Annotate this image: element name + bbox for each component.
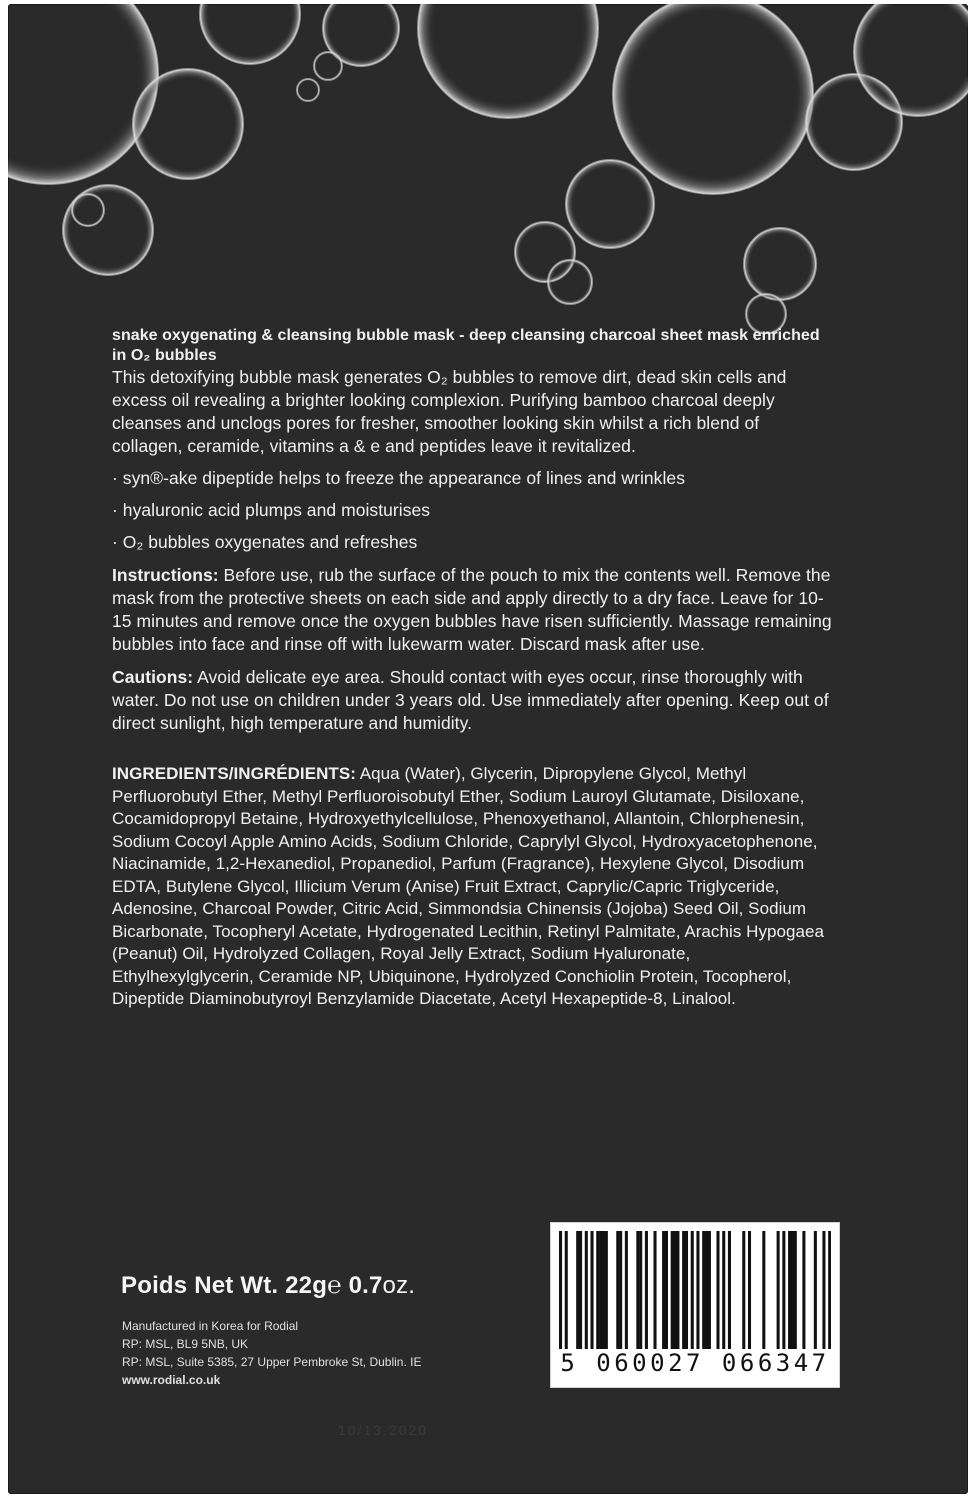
- barcode-bar: [782, 1231, 785, 1349]
- barcode-bar: [705, 1231, 708, 1349]
- barcode-bar: [691, 1231, 694, 1349]
- barcode-bar: [728, 1231, 731, 1349]
- barcode-bar: [676, 1231, 679, 1349]
- responsible-person-uk: RP: MSL, BL9 5NB, UK: [122, 1337, 249, 1351]
- website-link[interactable]: www.rodial.co.uk: [122, 1373, 221, 1387]
- barcode-bar: [616, 1231, 619, 1349]
- barcode-bar: [696, 1231, 699, 1349]
- bubble: [418, 4, 598, 118]
- instructions-text: Before use, rub the surface of the pouch to mix the contents well. Remove the mask from the protective sheets on each side and apply directly to a dry face. Leave for 10-15 minutes and remove once the oxygen bubbles have risen sufficiently. Massage remaining bubbles into face and rinse off with lukewarm water. Discard mask after use.: [112, 565, 832, 654]
- bubble-decoration: [8, 4, 968, 334]
- manufacturer-info: [122, 1317, 421, 1389]
- bubble: [613, 4, 813, 194]
- barcode-bar: [802, 1231, 805, 1349]
- barcode-bar: [822, 1231, 825, 1349]
- benefit-item: · hyaluronic acid plumps and moisturises: [112, 500, 431, 520]
- barcode-bar: [596, 1231, 599, 1349]
- barcode-bar: [702, 1231, 705, 1349]
- barcode-bar: [625, 1231, 628, 1349]
- bubble: [548, 260, 592, 304]
- barcode-bar: [685, 1231, 688, 1349]
- net-weight: [121, 1272, 415, 1300]
- barcode-bar: [682, 1231, 685, 1349]
- barcode-bar: [762, 1231, 765, 1349]
- barcode-bar: [742, 1231, 745, 1349]
- barcode-bar: [828, 1231, 831, 1349]
- bubble: [72, 194, 104, 226]
- product-title: snake oxygenating & cleansing bubble mask - deep cleansing charcoal sheet mask enriched in O₂ bubbles: [112, 327, 820, 364]
- estimated-sign-icon: ℮: [327, 1272, 342, 1299]
- barcode-bar: [708, 1231, 711, 1349]
- cautions-text: Avoid delicate eye area. Should contact with eyes occur, rinse thoroughly with water. Do not use on children under 3 years old. Use immediately after opening. Keep out of direct sunlight, high temperature and humidity.: [112, 667, 829, 733]
- barcode-bar: [605, 1231, 608, 1349]
- barcode-bar: [602, 1231, 605, 1349]
- barcode-bar: [585, 1231, 588, 1349]
- barcode-bar: [645, 1231, 648, 1349]
- barcode-bars: [559, 1231, 831, 1349]
- lot-code: 10/13.2020: [338, 1422, 429, 1438]
- instructions-section: [112, 564, 832, 656]
- benefit-item: · O₂ bubbles oxygenates and refreshes: [112, 532, 418, 552]
- instructions-label: Instructions:: [112, 565, 219, 585]
- cautions-label: Cautions:: [112, 667, 194, 687]
- bubble: [314, 52, 342, 80]
- pouch-back: [8, 4, 968, 1494]
- net-weight-unit: oz.: [382, 1272, 416, 1299]
- benefit-item: · syn®-ake dipeptide helps to freeze the appearance of lines and wrinkles: [112, 468, 685, 488]
- barcode-bar: [665, 1231, 668, 1349]
- bubble: [133, 69, 243, 179]
- bubble: [297, 79, 319, 101]
- bubble: [8, 4, 158, 184]
- ingredients-text: Aqua (Water), Glycerin, Dipropylene Glycol, Methyl Perfluorobutyl Ether, Methyl Perfluoroisobutyl Ether, Sodium Lauroyl Glutamate, Disiloxane, Cocamidopropyl Betaine, Hydroxyethylcellulose, Phenoxyethanol, Allantoin, Chlorphenesin, Sodium Cocoyl Apple Amino Acids, Sodium Chloride, Caprylyl Glycol, Hydroxyacetophenone, Niacinamide, 1,2-Hexanediol, Propanediol, Parfum (Fragrance), Hexylene Glycol, Disodium EDTA, Butylene Glycol, Illicium Verum (Anise) Fruit Extract, Caprylic/Capric Triglyceride, Adenosine, Charcoal Powder, Citric Acid, Simmondsia Chinensis (Jojoba) Seed Oil, Sodium Bicarbonate, Tocopheryl Acetate, Hydrogenated Lecithin, Retinyl Palmitate, Arachis Hypogaea (Peanut) Oil, Hydrolyzed Collagen, Royal Jelly Extract, Sodium Hyaluronate, Ethylhexylglycerin, Ceramide NP, Ubiquinone, Hydrolyzed Conchiolin Protein, Tocopherol, Dipeptide Diaminobutyroyl Benzylamide Diacetate, Acetyl Hexapeptide-8, Linalool.: [112, 764, 825, 1008]
- label-text-block: [112, 326, 832, 1011]
- barcode-bar: [639, 1231, 642, 1349]
- product-description: This detoxifying bubble mask generates O₂ bubbles to remove dirt, dead skin cells and excess oil revealing a brighter looking complexion. Purifying bamboo charcoal deeply cleanses and unclogs pores for fresher, smoother looking skin whilst a rich blend of collagen, ceramide, vitamins a & e and peptides leave it revitalized.: [112, 367, 787, 456]
- barcode-bar: [662, 1231, 665, 1349]
- barcode-bar: [791, 1231, 794, 1349]
- barcode-bar: [576, 1231, 579, 1349]
- net-weight-amount: 0.7: [341, 1272, 383, 1299]
- barcode-bar: [722, 1231, 725, 1349]
- responsible-person-ie: RP: MSL, Suite 5385, 27 Upper Pembroke St, Dublin. IE: [122, 1355, 422, 1369]
- ingredients-section: [112, 763, 832, 1011]
- barcode-bar: [748, 1231, 751, 1349]
- barcode-bar: [599, 1231, 602, 1349]
- ingredients-label: INGREDIENTS/INGRÉDIENTS:: [112, 764, 356, 783]
- net-weight-prefix: Poids Net Wt. 22g: [121, 1272, 328, 1299]
- barcode-bar: [636, 1231, 639, 1349]
- bubble: [200, 4, 300, 64]
- barcode-bar: [814, 1231, 817, 1349]
- barcode-bar: [716, 1231, 719, 1349]
- barcode-bar: [777, 1231, 780, 1349]
- cautions-section: [112, 666, 832, 735]
- barcode-bar: [788, 1231, 791, 1349]
- manufacturer-line: Manufactured in Korea for Rodial: [122, 1319, 299, 1333]
- barcode-bar: [559, 1231, 562, 1349]
- bubble: [566, 160, 654, 248]
- bubble: [744, 228, 816, 300]
- barcode-bar: [590, 1231, 593, 1349]
- barcode-bar: [794, 1231, 797, 1349]
- barcode-bar: [671, 1231, 674, 1349]
- barcode-bar: [619, 1231, 622, 1349]
- barcode-bar: [674, 1231, 677, 1349]
- barcode-bar: [579, 1231, 582, 1349]
- barcode-bar: [653, 1231, 656, 1349]
- barcode: [550, 1222, 840, 1388]
- barcode-number: 5 060027 066347: [560, 1349, 830, 1377]
- barcode-bar: [565, 1231, 568, 1349]
